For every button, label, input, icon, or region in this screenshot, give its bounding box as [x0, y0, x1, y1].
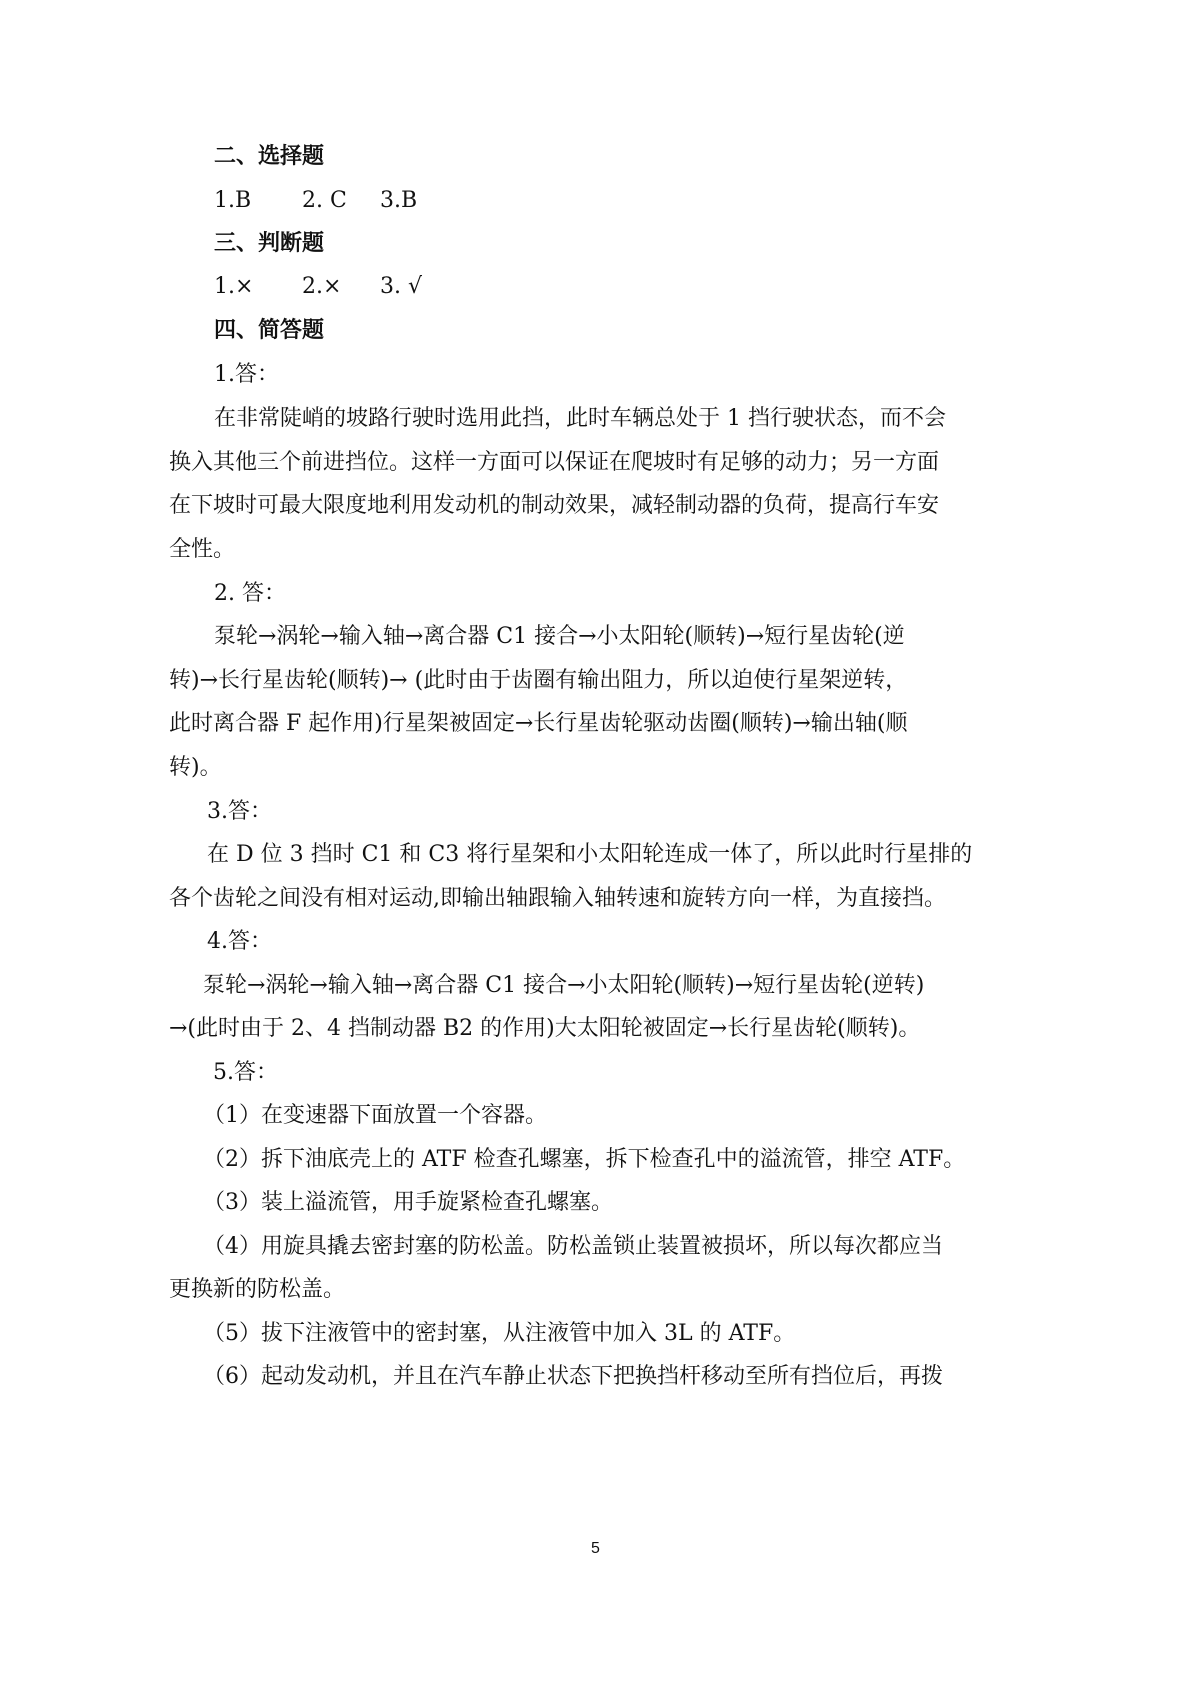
- answer-4-line-2: →(此时由于 2、4 挡制动器 B2 的作用)大太阳轮被固定→长行星齿轮(顺转)。: [169, 1016, 921, 1041]
- answer-2-line-2: 转)→长行星齿轮(顺转)→ (此时由于齿圈有输出阻力，所以迫使行星架逆转，: [169, 668, 908, 693]
- answer-5-step-4-cont: 更换新的防松盖。: [169, 1277, 346, 1302]
- answer-3-line-2: 各个齿轮之间没有相对运动,即输出轴跟输入轴转速和旋转方向一样，为直接挡。: [169, 886, 946, 911]
- section-heading-short: 四、简答题: [214, 318, 325, 343]
- answer-4-line-1: 泵轮→涡轮→输入轴→离合器 C1 接合→小太阳轮(顺转)→短行星齿轮(逆转): [203, 973, 925, 998]
- answer-label-1: 1.答：: [214, 362, 279, 387]
- answer-5-step-2: （2）拆下油底壳上的 ATF 检查孔螺塞，拆下检查孔中的溢流管，排空 ATF。: [203, 1147, 966, 1172]
- choice-answer-1: 1.B: [214, 188, 252, 213]
- choice-answer-2: 2. C: [302, 188, 347, 213]
- choice-answers: [214, 186, 417, 216]
- answer-5-step-1: （1）在变速器下面放置一个容器。: [203, 1103, 547, 1128]
- answer-5-step-5: （5）拔下注液管中的密封塞，从注液管中加入 3L 的 ATF。: [203, 1321, 796, 1346]
- choice-answer-3: 3.B: [380, 188, 418, 213]
- answer-5-step-4: （4）用旋具撬去密封塞的防松盖。防松盖锁止装置被损坏，所以每次都应当: [203, 1234, 943, 1259]
- judge-answer-3: 3. √: [380, 274, 423, 299]
- answer-5-step-6: （6）起动发动机，并且在汽车静止状态下把换挡杆移动至所有挡位后，再拨: [203, 1364, 943, 1389]
- answer-3-line-1: 在 D 位 3 挡时 C1 和 C3 将行星架和小太阳轮连成一体了，所以此时行星排的: [207, 842, 973, 867]
- answer-1-line-3: 在下坡时可最大限度地利用发动机的制动效果，减轻制动器的负荷，提高行车安: [169, 493, 940, 518]
- answer-1-line-1: 在非常陡峭的坡路行驶时选用此挡，此时车辆总处于 1 挡行驶状态，而不会: [214, 406, 946, 431]
- answer-2-line-4: 转)。: [169, 755, 222, 780]
- answer-label-2: 2. 答：: [214, 581, 286, 606]
- answer-label-4: 4.答：: [207, 929, 272, 954]
- answer-1-line-2: 换入其他三个前进挡位。这样一方面可以保证在爬坡时有足够的动力；另一方面: [169, 450, 940, 475]
- judge-answers: [214, 272, 422, 302]
- answer-label-5: 5.答：: [213, 1060, 278, 1085]
- answer-5-step-3: （3）装上溢流管，用手旋紧检查孔螺塞。: [203, 1190, 613, 1215]
- section-heading-judge: 三、判断题: [214, 231, 325, 256]
- answer-2-line-1: 泵轮→涡轮→输入轴→离合器 C1 接合→小太阳轮(顺转)→短行星齿轮(逆: [214, 624, 905, 649]
- judge-answer-1: 1.×: [214, 274, 254, 299]
- answer-1-line-4: 全性。: [169, 537, 236, 562]
- section-heading-choice: 二、选择题: [214, 144, 325, 169]
- answer-label-3: 3.答：: [207, 799, 272, 824]
- judge-answer-2: 2.×: [302, 274, 342, 299]
- answer-2-line-3: 此时离合器 F 起作用)行星架被固定→长行星齿轮驱动齿圈(顺转)→输出轴(顺: [169, 711, 908, 736]
- page-number: 5: [591, 1540, 600, 1557]
